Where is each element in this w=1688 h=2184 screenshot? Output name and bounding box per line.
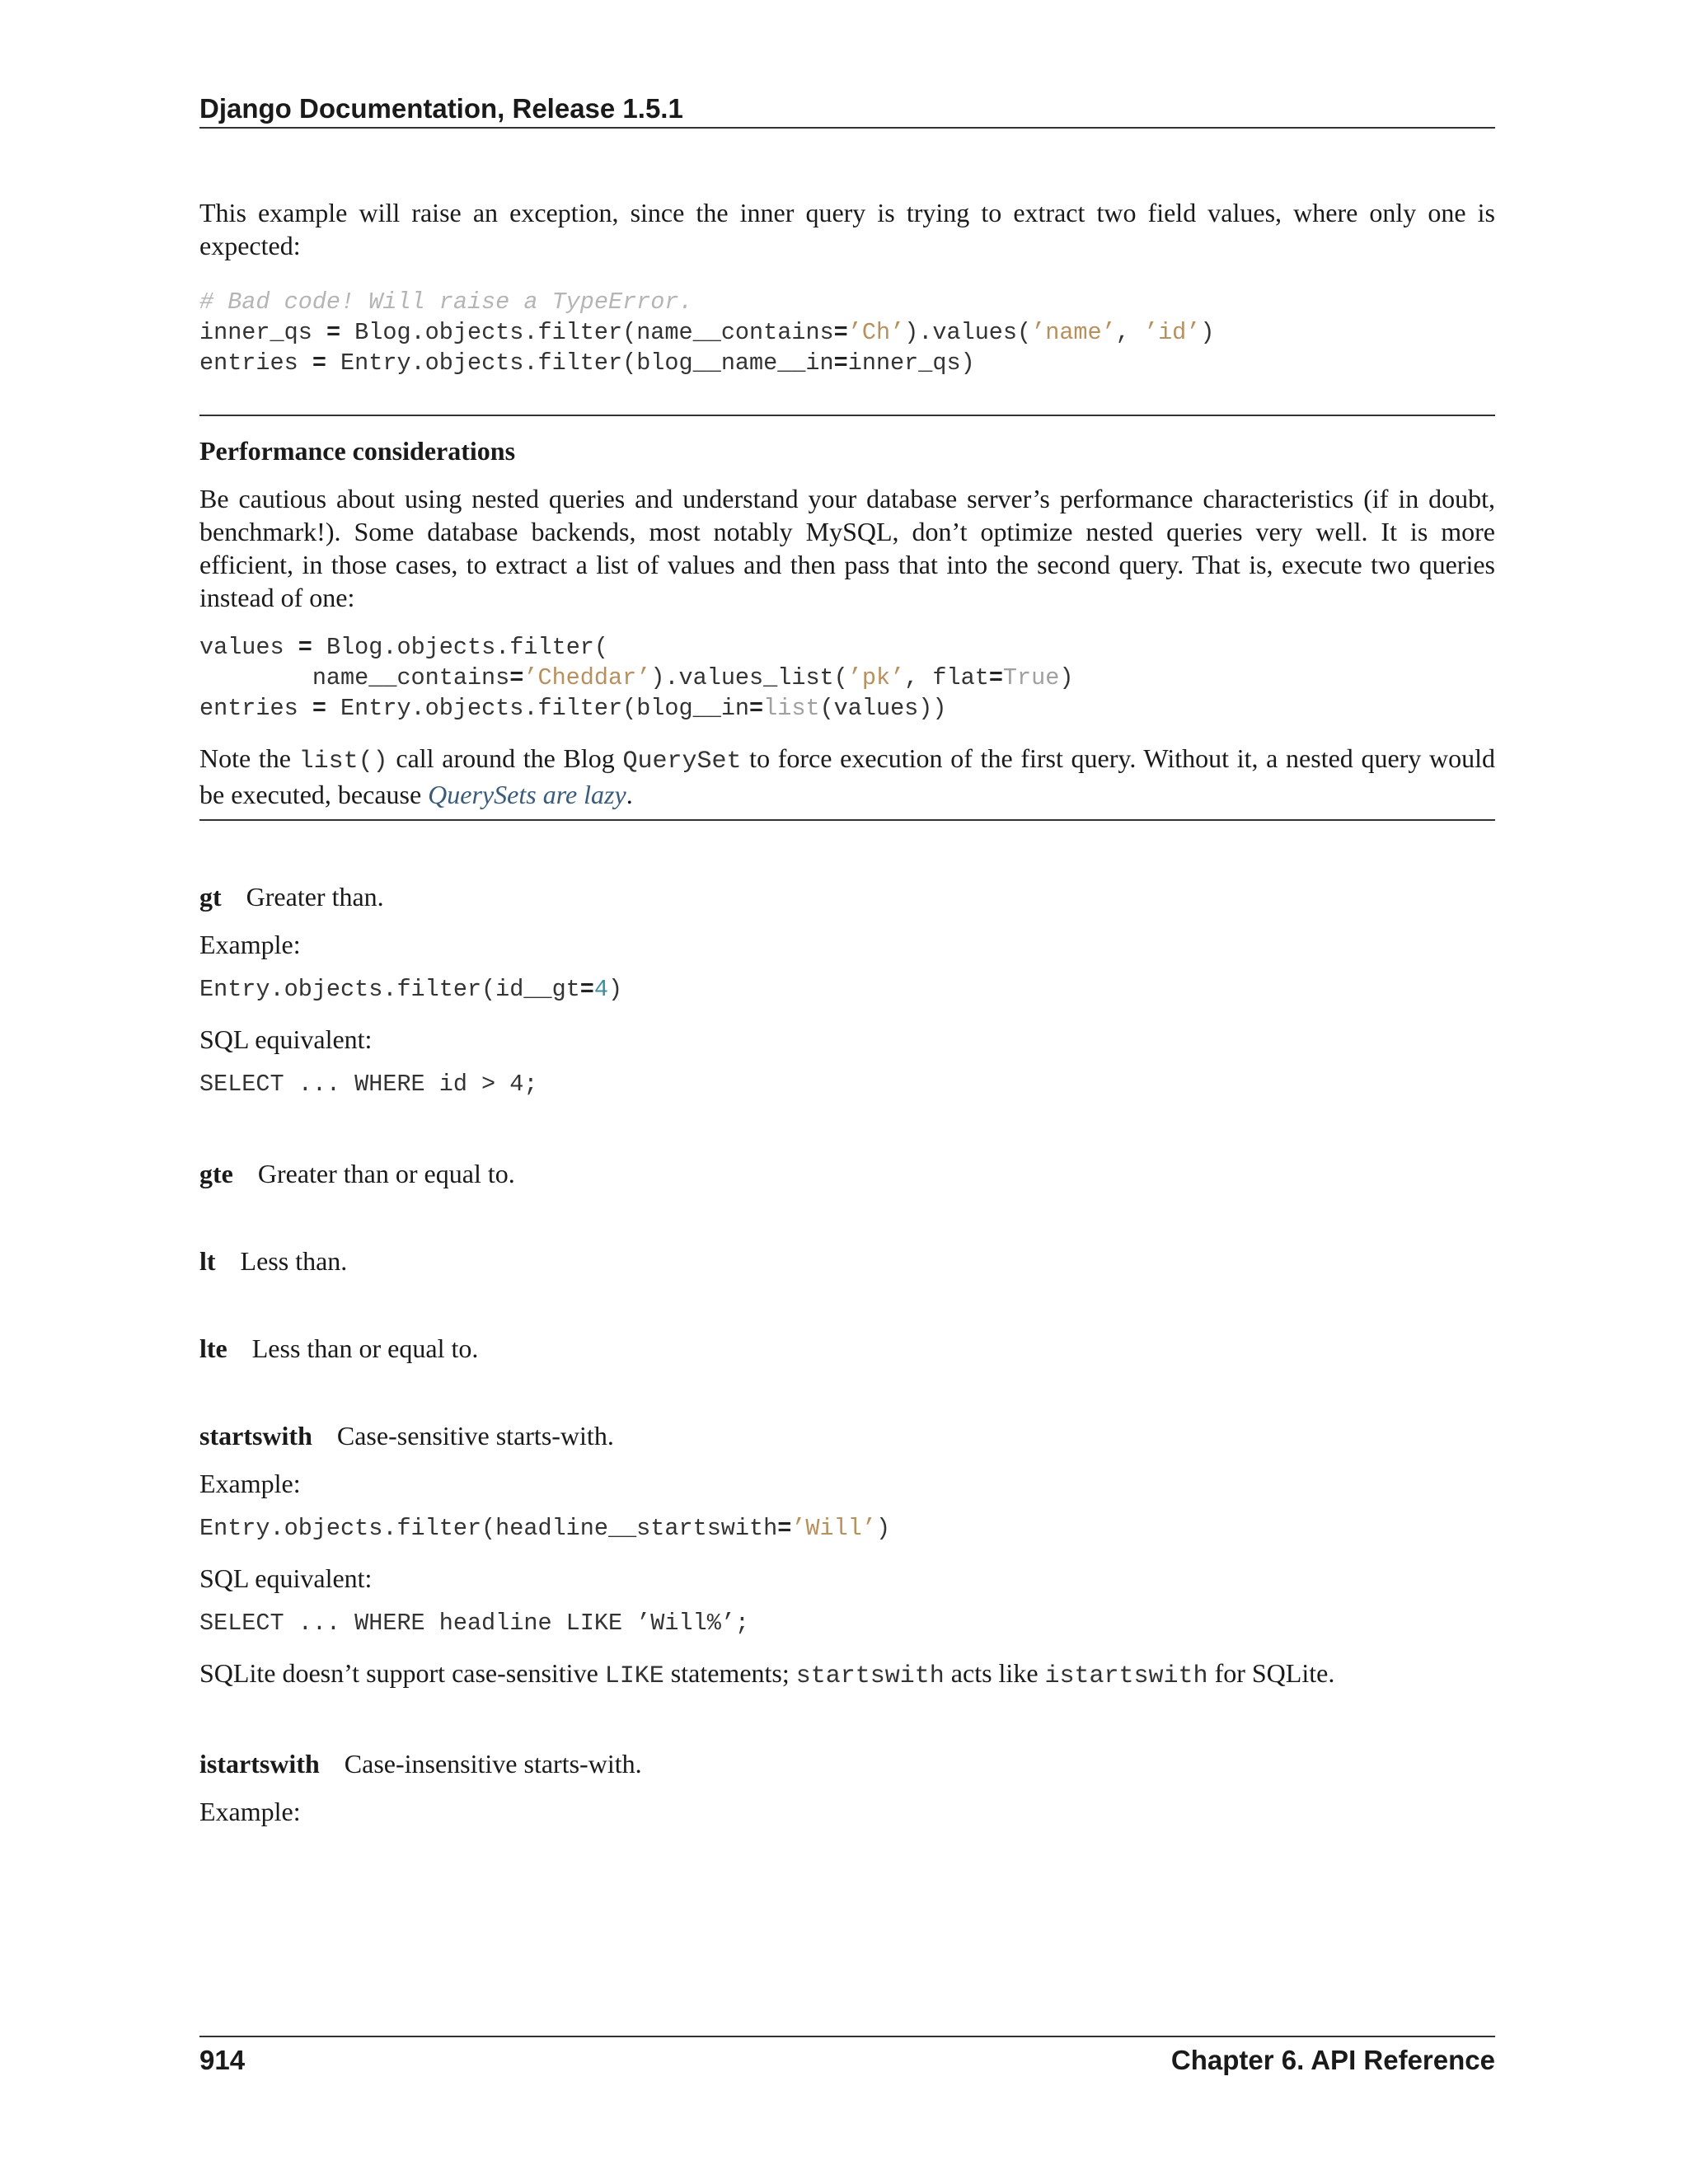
performance-topic [199, 416, 1495, 811]
lookup-term: startswith [199, 1421, 312, 1451]
footer-rule [199, 2036, 1495, 2037]
sql-equivalent-label: SQL equivalent: [199, 1024, 373, 1054]
lookup-term: lt [199, 1246, 216, 1276]
lookup-term: gt [199, 882, 222, 912]
running-header: Django Documentation, Release 1.5.1 [199, 92, 1495, 129]
page-number: 914 [199, 2045, 246, 2075]
topic-title: Performance considerations [199, 436, 516, 466]
code-block-values-list: values = Blog.objects.filter( name__contains=’Cheddar’).values_list(’pk’, flat=True) entries = Entry.objects.filter(blog__in=list(values)) [199, 634, 1074, 722]
page-content [199, 196, 1495, 1828]
example-label: Example: [199, 1469, 301, 1498]
lazy-note-paragraph: Note the list() call around the Blog QuerySet to force execution of the first query. Without it, a nested query would be executed, because QuerySets are lazy. [199, 743, 1496, 809]
lookup-term: gte [199, 1159, 233, 1188]
sqlite-note-paragraph: SQLite doesn’t support case-sensitive LIKE statements; startswith acts like istartswith for SQLite. [199, 1658, 1335, 1690]
example-label: Example: [199, 1797, 301, 1826]
chapter-title: Chapter 6. API Reference [1170, 2045, 1495, 2075]
lookup-istartswith: istartswith Case-insensitive starts-with. [199, 1749, 642, 1779]
sql-block-startswith: SELECT ... WHERE headline LIKE ’Will%’; [199, 1610, 750, 1637]
code-block-startswith: Entry.objects.filter(headline__startswith=’Will’) [199, 1515, 891, 1542]
code-block-gt: Entry.objects.filter(id__gt=4) [199, 976, 623, 1003]
code-comment: # Bad code! Will raise a TypeError. [199, 288, 693, 316]
lookup-lt: lt Less than. [199, 1246, 348, 1276]
example-label: Example: [199, 930, 301, 959]
intro-paragraph: This example will raise an exception, since the inner query is trying to extract two field values, where only one is expected: [199, 198, 1495, 260]
document-page [199, 0, 1495, 2184]
lookup-term: istartswith [199, 1749, 320, 1779]
lookup-startswith: startswith Case-sensitive starts-with. [199, 1421, 614, 1451]
lookup-gt: gt Greater than. [199, 882, 384, 912]
lookup-term: lte [199, 1333, 227, 1363]
topic-bottom-rule [199, 819, 1495, 821]
querysets-are-lazy-link[interactable]: QuerySets are lazy [428, 780, 626, 809]
performance-paragraph: Be cautious about using nested queries and understand your database server’s performance characteristics (if in doubt, benchmark!). Some database backends, most notably MySQL, don’t optimize nested queries very well. It is more efficient, in those cases, to extract a list of values and then pass that into the second query. That is, execute two queries instead of one: [199, 484, 1495, 612]
lookup-gte: gte Greater than or equal to. [199, 1159, 515, 1188]
lookup-lte: lte Less than or equal to. [199, 1333, 479, 1363]
sql-block-gt: SELECT ... WHERE id > 4; [199, 1071, 538, 1098]
code-block-bad-code: # Bad code! Will raise a TypeError. inner_qs = Blog.objects.filter(name__contains=’Ch’).values(’name’, ’id’) entries = Entry.objects.filter(blog__name__in=inner_qs) [199, 288, 1215, 377]
sql-equivalent-label: SQL equivalent: [199, 1563, 373, 1593]
